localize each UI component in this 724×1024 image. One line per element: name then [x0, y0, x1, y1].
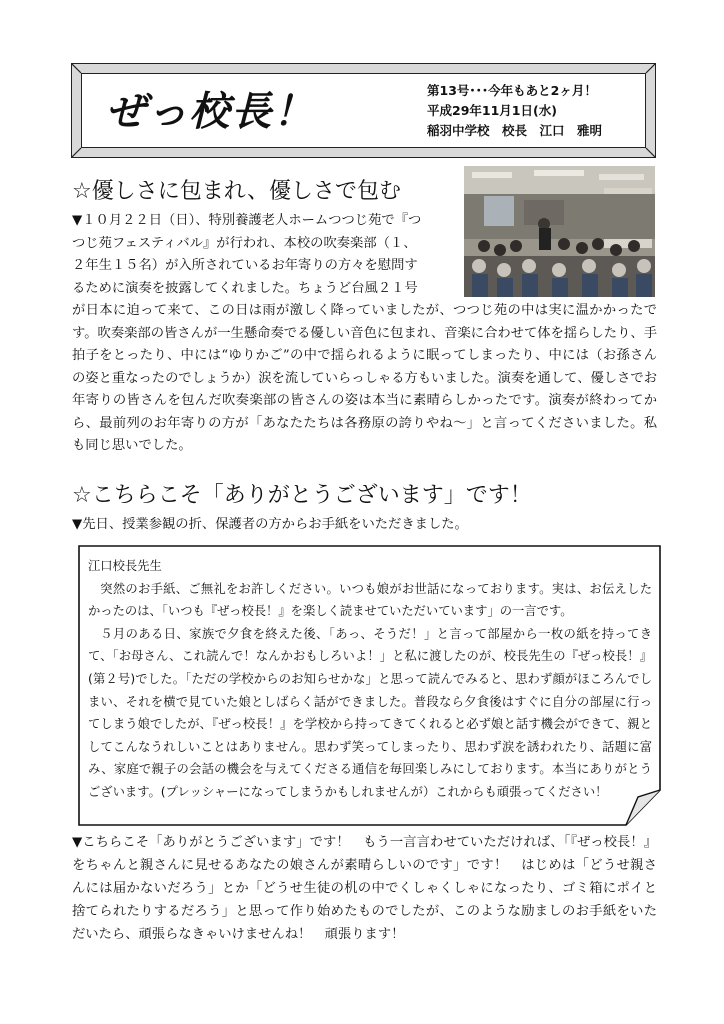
section1-paragraph-rest: が日本に迫って来て、この日は雨が激しく降っていましたが、つつじ苑の中は実に温かかったです。吹奏楽部の皆さんが一生懸命奏でる優しい音色に包まれ、音楽に合わせて体を揺らしたり、手拍子をとったり、中には“ゆりかご”の中で揺られるように眠ってしまったり、中には（お孫さんの姿と重なったのでしょうか）涙を流していらっしゃる方もいました。演奏を通して、優しさでお年寄りの皆さんを包んだ吹奏楽部の皆さんの姿は本当に素晴らしかったです。演奏が終わってから、最前列のお年寄りの方が「あなたたちは各務原の誇りやね～」と言ってくださいました。私も同じ思いでした。 [72, 303, 657, 453]
letter-paragraph: 突然のお手紙、ご無礼をお許しください。いつも娘がお世話になっております。実は、お伝えしたかったのは、「いつも『ぜっ校長！』を楽しく読ませていただいています」の一言です。 [88, 581, 652, 619]
section1-heading: ☆優しさに包まれ、優しさで包む [72, 179, 402, 204]
letter-salutation: 江口校長先生 [88, 559, 162, 573]
issue-meta [427, 81, 602, 141]
section2-intro: ▼先日、授業参観の折、保護者の方からお手紙をいただきました。 [72, 517, 468, 532]
section1-lines-narrow [72, 210, 456, 300]
date-line: 平成29年11月1日(水) [427, 103, 557, 118]
section1-body [72, 210, 657, 458]
issue-line: 第13号･･･今年もあと2ヶ月！ [427, 83, 597, 98]
section1-line: つじ苑フェスティバル』が行われ、本校の吹奏楽部（１、 [72, 235, 417, 251]
author-line: 稲羽中学校 校長 江口 雅明 [427, 123, 603, 138]
masthead-frame [71, 63, 656, 158]
letter-paragraph: ５月のある日、家族で夕食を終えた後、「あっ、そうだ！」と言って部屋から一枚の紙を持ってきて、「お母さん、これ読んで！なんかおもしろいよ！」と私に渡したのが、校長先生の『ぜっ校長！』(第２号)でした。「ただの学校からのお知らせかな」と思って読んでみると、思わず顔がほころんでしまい、それを横で見ていた娘としばらく話ができました。普段なら夕食後はすぐに自分の部屋に行ってしまう娘でしたが、『ぜっ校長！』を学校から持ってきてくれると必ず娘と話す機会ができて、親としてこんなうれしいことはありません。思わず笑ってしまったり、思わず涙を誘われたり、話題に富み、家庭で親子の会話の機会を与えてくださる通信を毎回楽しみにしております。本当にありがとうございます。(プレッシャーになってしまうかもしれませんが）これからも頑張ってください！ [88, 626, 652, 799]
section2-heading: ☆こちらこそ「ありがとうございます」です！ [72, 483, 532, 508]
section1-line: ▼１０月２２日（日）、特別養護老人ホームつつじ苑で『つ [72, 213, 422, 228]
section1-line: るために演奏を披露してくれました。ちょうど台風２１号 [72, 280, 418, 296]
section2-closing: ▼こちらこそ「ありがとうございます」です！ もう一言言わせていただければ、「『ぜっ校長！』をちゃんと親さんに見せるあなたの娘さんが素晴らしいのです」です！ はじめは「どうせ親さんには届かないだろう」とか「どうせ生徒の机の中でくしゃくしゃになったり、ゴミ箱にポイと捨てられたりするだろう」と思って作り始めたものでしたが、このような励ましのお手紙をいただいたら、頑張らなきゃいけませんね！ 頑張ります！ [72, 835, 657, 942]
parent-letter [88, 555, 652, 804]
newsletter-title: ぜっ校長！ [106, 89, 316, 135]
section1-line: ２年生１５名）が入所されているお年寄りの方々を慰問す [72, 258, 418, 273]
